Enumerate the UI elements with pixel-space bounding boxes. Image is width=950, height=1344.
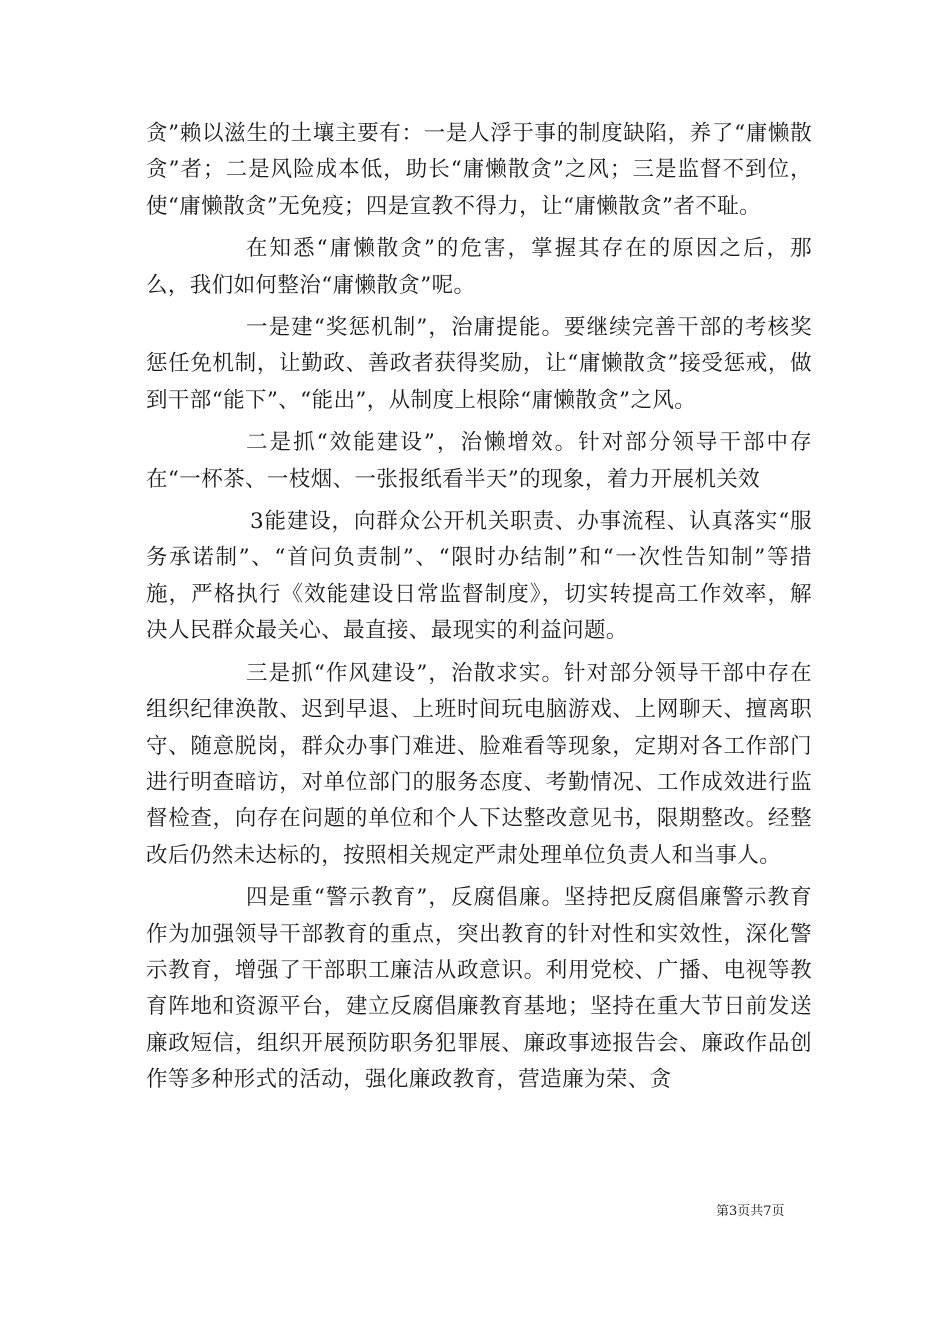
page-footer: 第3页共7页 — [716, 1204, 785, 1219]
page-break-marker: 3 — [250, 509, 265, 535]
paragraph-4: 二是抓“效能建设”，治懒增效。针对部分领导干部中存在“一杯茶、一枝烟、一张报纸看半天”的现象，着力开展机关效 — [146, 430, 812, 492]
paragraph-5-text: 能建设，向群众公开机关职责、办事流程、认真落实“服务承诺制”、“首问负责制”、“限时办结制”和“一次性告知制”等措施，严格执行《效能建设日常监督制度》，切实转提高工作效率，解决人民群众最关心、最直接、最现实的利益问题。 — [146, 509, 812, 644]
paragraph-1: 贪”赖以滋生的土壤主要有：一是人浮于事的制度缺陷，养了“庸懒散贪”者；二是风险成本低，助长“庸懒散贪”之风；三是监督不到位，使“庸懒散贪”无免疫；四是宣教不得力，让“庸懒散贪”者不耻。 — [146, 121, 812, 219]
paragraph-3: 一是建“奖惩机制”，治庸提能。要继续完善干部的考核奖惩任免机制，让勤政、善政者获得奖励，让“庸懒散贪”接受惩戒，做到干部“能下”、“能出”，从制度上根除“庸懒散贪”之风。 — [146, 315, 812, 413]
paragraph-6: 三是抓“作风建设”，治散求实。针对部分领导干部中存在组织纪律涣散、迟到早退、上班时间玩电脑游戏、上网聊天、擅离职守、随意脱岗，群众办事门难进、脸难看等现象，定期对各工作部门进行明查暗访，对单位部门的服务态度、考勤情况、工作成效进行监督检查，向存在问题的单位和个人下达整改意见书，限期整改。经整改后仍然未达标的，按照相关规定严肃处理单位负责人和当事人。 — [146, 660, 812, 868]
document-body — [146, 116, 812, 1099]
paragraph-2: 在知悉“庸懒散贪”的危害，掌握其存在的原因之后，那么，我们如何整治“庸懒散贪”呢。 — [146, 236, 812, 298]
paragraph-7: 四是重“警示教育”，反腐倡廉。坚持把反腐倡廉警示教育作为加强领导干部教育的重点，突出教育的针对性和实效性，深化警示教育，增强了干部职工廉洁从政意识。利用党校、广播、电视等教育阵地和资源平台，建立反腐倡廉教育基地；坚持在重大节日前发送廉政短信，组织开展预防职务犯罪展、廉政事迹报告会、廉政作品创作等多种形式的活动，强化廉政教育，营造廉为荣、贪 — [146, 885, 812, 1093]
paragraph-5 — [146, 504, 812, 650]
